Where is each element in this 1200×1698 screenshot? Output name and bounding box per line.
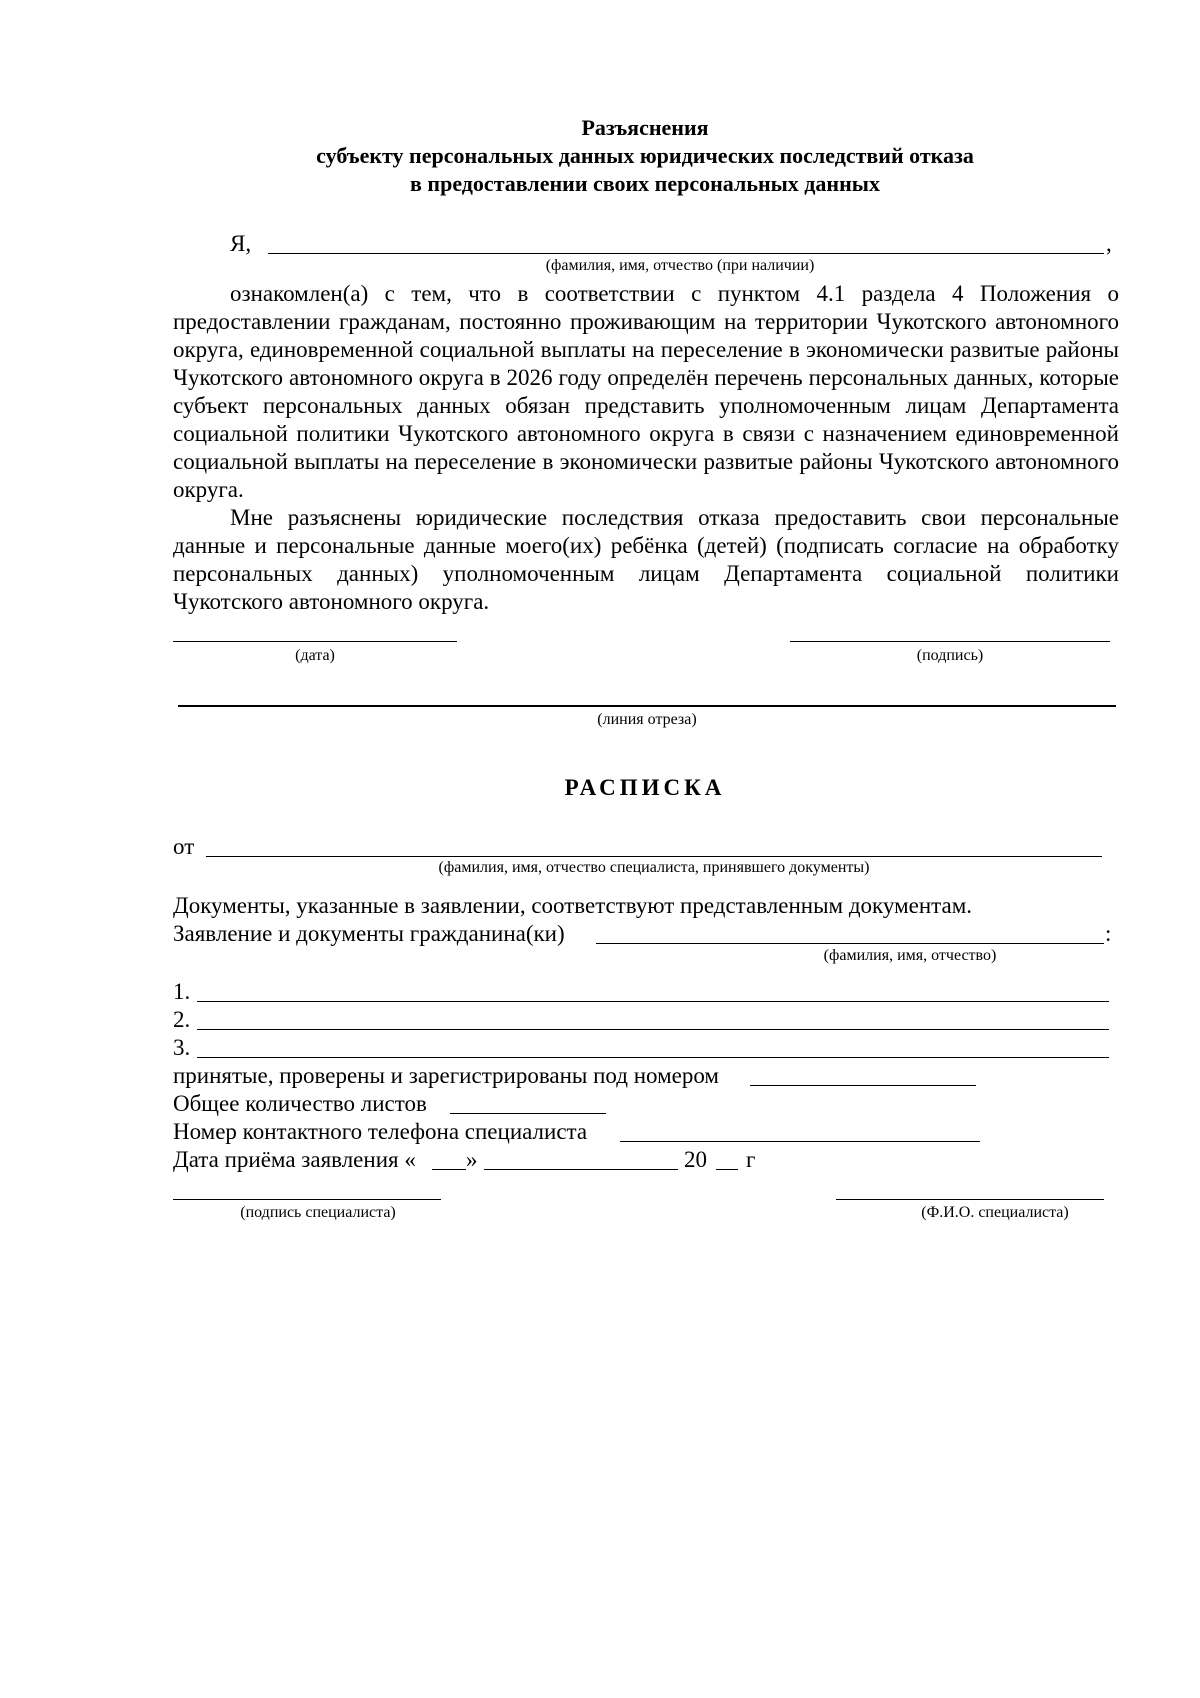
- title-line-3: в предоставлении своих персональных данных: [410, 171, 880, 196]
- application-suffix: :: [1105, 921, 1112, 946]
- item-3-number: 3.: [173, 1035, 191, 1060]
- sheets-line: Общее количество листов: [173, 1091, 427, 1116]
- from-prefix: от: [173, 834, 195, 859]
- applicant-suffix: ,: [1106, 231, 1112, 256]
- title-line-2: субъекту персональных данных юридических последствий отказа: [316, 143, 974, 168]
- item-1-field[interactable]: [197, 1001, 1109, 1002]
- month-field[interactable]: [484, 1169, 678, 1170]
- applicant-prefix: Я,: [230, 231, 252, 256]
- phone-field[interactable]: [620, 1141, 980, 1142]
- date-field[interactable]: [173, 641, 457, 642]
- date-close-quote: »: [466, 1147, 478, 1172]
- specialist-name-sign-field[interactable]: [836, 1199, 1104, 1200]
- signature-field[interactable]: [790, 641, 1110, 642]
- phone-line: Номер контактного телефона специалиста: [173, 1119, 588, 1144]
- specialist-signature-caption: (подпись специалиста): [240, 1204, 396, 1221]
- application-caption: (фамилия, имя, отчество): [823, 947, 997, 964]
- applicant-name-field[interactable]: [268, 253, 1104, 254]
- item-3-field[interactable]: [197, 1057, 1109, 1058]
- paragraph-1: ознакомлен(а) с тем, что в соответствии с пунктом 4.1 раздела 4 Положения о предоставлении гражданам, постоянно проживающим на территории Чукотского автономного округа, единовременной социальной выплаты на переселение в экономически развитые районы Чукотского автономного округа в 2026 году определён перечень персональных данных, которые субъект персональных данных обязан представить уполномоченным лицам Департамента социальной политики Чукотского автономного округа в связи с назначением единовременной социальной выплаты на переселение в экономически развитые районы Чукотского автономного округа.: [173, 281, 1119, 502]
- cut-line: [178, 705, 1116, 707]
- documents-line: Документы, указанные в заявлении, соответствуют представленным документам.: [173, 893, 973, 918]
- title-line-1: Разъяснения: [581, 115, 709, 140]
- specialist-name-field[interactable]: [206, 856, 1102, 857]
- item-2-field[interactable]: [197, 1029, 1109, 1030]
- registration-number-field[interactable]: [750, 1085, 976, 1086]
- year-field[interactable]: [716, 1169, 738, 1170]
- applicant-caption: (фамилия, имя, отчество (при наличии): [545, 257, 815, 274]
- application-line: Заявление и документы гражданина(ки): [173, 921, 565, 946]
- date-received-label: Дата приёма заявления «: [173, 1147, 416, 1172]
- day-field[interactable]: [432, 1169, 466, 1170]
- citizen-name-field[interactable]: [596, 943, 1104, 944]
- paragraph-2: Мне разъяснены юридические последствия отказа предоставить свои персональные данные и персональные данные моего(их) ребёнка (детей) (подписать согласие на обработку персональных данных) уполномоченным лицам Департамента социальной политики Чукотского автономного округа.: [173, 505, 1119, 614]
- year-suffix: г: [746, 1147, 756, 1172]
- sheets-count-field[interactable]: [450, 1113, 606, 1114]
- receipt-title: РАСПИСКА: [564, 775, 726, 800]
- signature-caption: (подпись): [916, 647, 984, 664]
- specialist-signature-field[interactable]: [173, 1199, 441, 1200]
- cut-line-caption: (линия отреза): [597, 711, 697, 728]
- item-2-number: 2.: [173, 1007, 191, 1032]
- from-caption: (фамилия, имя, отчество специалиста, принявшего документы): [438, 859, 870, 876]
- date-caption: (дата): [295, 647, 335, 664]
- specialist-name-caption: (Ф.И.О. специалиста): [921, 1204, 1069, 1221]
- item-1-number: 1.: [173, 979, 191, 1004]
- registered-line: принятые, проверены и зарегистрированы под номером: [173, 1063, 719, 1088]
- year-prefix: 20: [684, 1147, 707, 1172]
